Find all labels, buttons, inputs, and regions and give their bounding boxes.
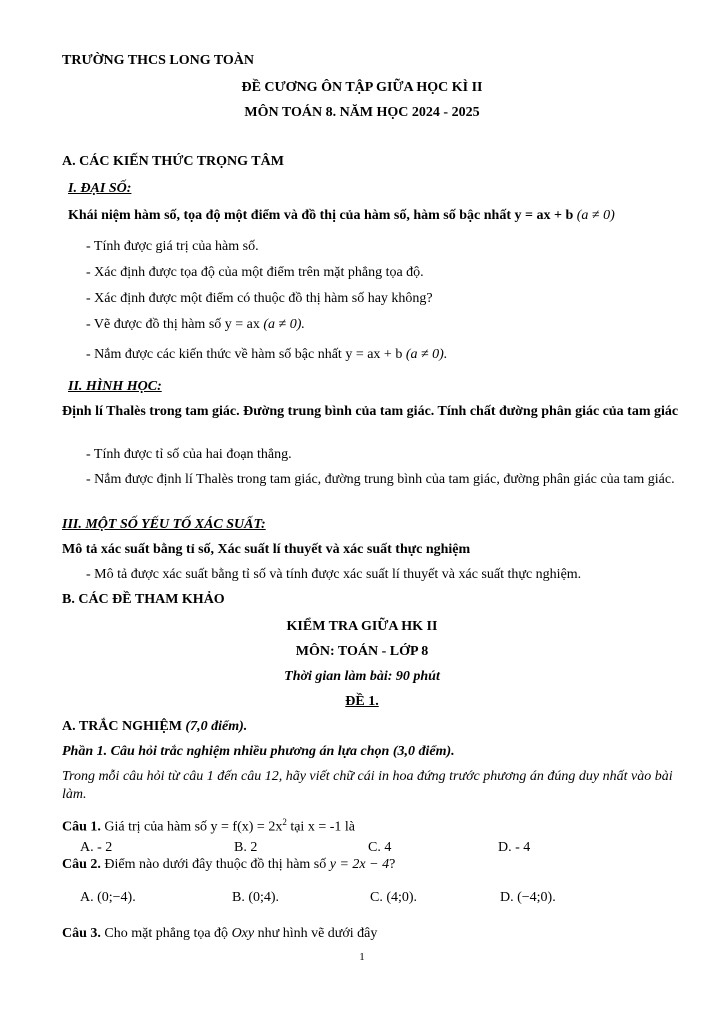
list-item-condition: (a ≠ 0).: [405, 347, 448, 362]
algebra-topic-condition: (a ≠ 0): [576, 208, 615, 223]
question-end: ?: [389, 857, 396, 872]
geometry-heading: II. HÌNH HỌC:: [68, 379, 162, 394]
question-formula: y = 2x − 4: [329, 857, 390, 872]
mcq-points: (7,0 điểm).: [185, 719, 248, 734]
list-item-condition: (a ≠ 0).: [263, 317, 305, 332]
answer-option: C. (4;0).: [370, 890, 418, 905]
answer-option: D. - 4: [498, 840, 531, 855]
list-item-text: - Nắm được các kiến thức về hàm số bậc nhất y = ax + b: [86, 347, 403, 362]
question-exponent: 2: [282, 817, 287, 827]
school-name: TRƯỜNG THCS LONG TOÀN: [62, 53, 255, 68]
list-item: - Nắm được định lí Thalès trong tam giác, đường trung bình của tam giác, đường phân giác của tam giác.: [86, 472, 675, 487]
exam-title: KIỂM TRA GIỮA HK II: [286, 619, 438, 634]
mcq-part1-heading: Phần 1. Câu hỏi trắc nghiệm nhiều phương án lựa chọn (3,0 điểm).: [62, 744, 455, 759]
document-subtitle: MÔN TOÁN 8. NĂM HỌC 2024 - 2025: [244, 105, 480, 120]
question-label: Câu 2.: [62, 857, 101, 872]
algebra-topic-text: Khái niệm hàm số, tọa độ một điểm và đồ thị của hàm số, hàm số bậc nhất y = ax + b: [68, 208, 574, 223]
algebra-topic: [68, 207, 615, 225]
answer-option: A. - 2: [80, 840, 113, 855]
probability-heading: III. MỘT SỐ YẾU TỐ XÁC SUẤT:: [62, 517, 266, 532]
answer-option: B. (0;4).: [232, 890, 280, 905]
page-number: 1: [359, 951, 365, 963]
answer-option: C. 4: [368, 840, 392, 855]
answer-option: B. 2: [234, 840, 258, 855]
list-item: [86, 316, 305, 334]
question-3: [62, 925, 377, 943]
mcq-heading: [62, 718, 247, 736]
probability-topic: Mô tả xác suất bằng tỉ số, Xác suất lí thuyết và xác suất thực nghiệm: [62, 542, 471, 557]
list-item: [86, 346, 447, 364]
exam-number: ĐỀ 1.: [345, 694, 379, 709]
mcq-heading-text: A. TRẮC NGHIỆM: [62, 719, 182, 734]
algebra-heading: I. ĐẠI SỐ:: [68, 181, 132, 196]
list-item-text: - Vẽ được đồ thị hàm số y = ax: [86, 317, 260, 332]
exam-subject: MÔN: TOÁN - LỚP 8: [295, 644, 429, 659]
exam-time: Thời gian làm bài: 90 phút: [284, 669, 440, 684]
question-text: tại x = -1 là: [290, 819, 355, 835]
answer-option: D. (−4;0).: [500, 890, 556, 905]
mcq-instruction: Trong mỗi câu hỏi từ câu 1 đến câu 12, hãy viết chữ cái in hoa đứng trước phương án đúng duy nhất vào bài làm.: [62, 769, 673, 802]
question-2: [62, 856, 395, 874]
question-text: như hình vẽ dưới đây: [257, 926, 378, 941]
question-text: Cho mặt phẳng tọa độ: [104, 926, 229, 941]
question-label: Câu 1.: [62, 819, 101, 835]
list-item: - Tính được tỉ số của hai đoạn thẳng.: [86, 447, 292, 462]
answer-option: A. (0;−4).: [80, 890, 136, 905]
section-b-heading: B. CÁC ĐỀ THAM KHẢO: [62, 592, 225, 607]
document-title: ĐỀ CƯƠNG ÔN TẬP GIỮA HỌC KÌ II: [241, 80, 483, 95]
question-label: Câu 3.: [62, 926, 101, 941]
question-formula: Oxy: [231, 926, 255, 941]
list-item: - Xác định được tọa độ của một điểm trên mặt phẳng tọa độ.: [86, 265, 424, 280]
question-text: Giá trị của hàm số y = f(x) = 2x: [104, 819, 283, 835]
list-item: - Tính được giá trị của hàm số.: [86, 239, 259, 254]
question-text: Điểm nào dưới đây thuộc đồ thị hàm số: [104, 857, 327, 872]
list-item: - Xác định được một điểm có thuộc đồ thị hàm số hay không?: [86, 291, 433, 306]
list-item: - Mô tả được xác suất bằng tỉ số và tính được xác suất lí thuyết và xác suất thực nghiệm.: [86, 567, 582, 582]
question-1: [62, 813, 355, 837]
section-a-heading: A. CÁC KIẾN THỨC TRỌNG TÂM: [62, 154, 284, 169]
geometry-topic: Định lí Thalès trong tam giác. Đường trung bình của tam giác. Tính chất đường phân giác của tam giác: [62, 404, 679, 419]
